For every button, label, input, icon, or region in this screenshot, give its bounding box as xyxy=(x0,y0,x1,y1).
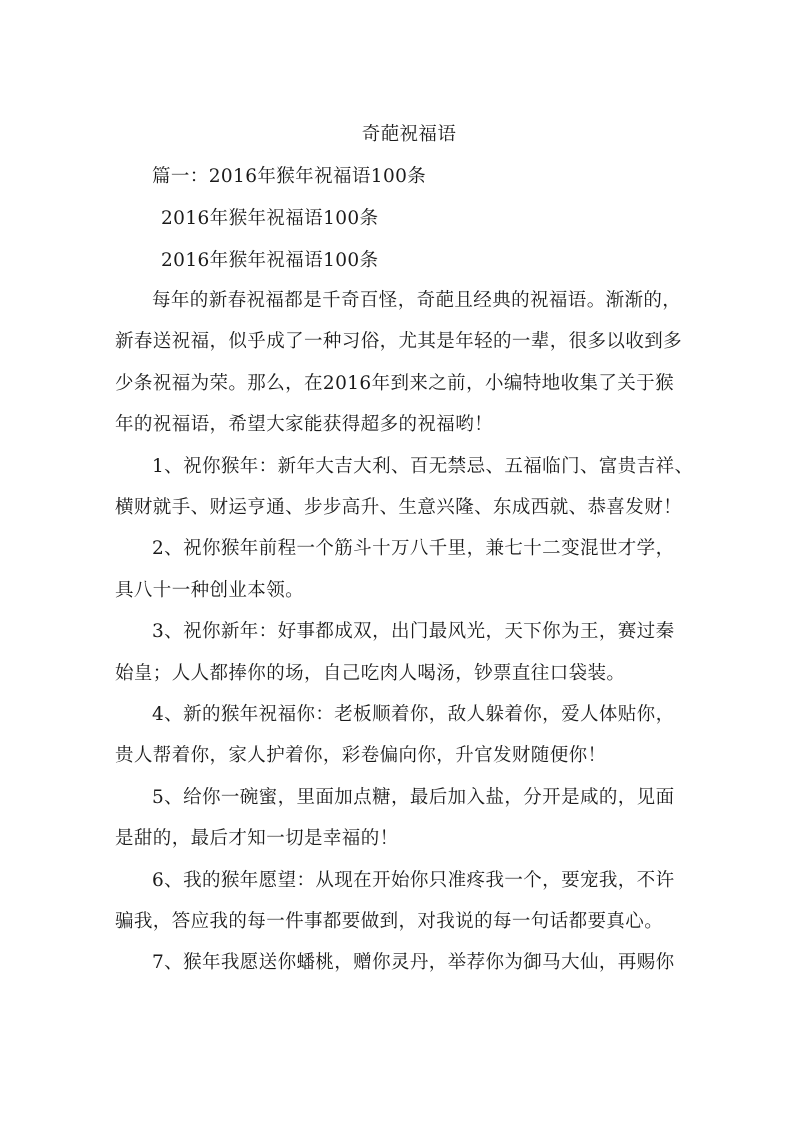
section-heading: 篇一：2016年猴年祝福语100条 xyxy=(152,166,427,187)
paragraph-line: 1、祝你猴年：新年大吉大利、百无禁忌、五福临门、富贵吉祥、 xyxy=(152,456,694,477)
subheading: 2016年猴年祝福语100条 xyxy=(161,250,379,271)
document-title: 奇葩祝福语 xyxy=(361,124,457,145)
paragraph-line: 骗我，答应我的每一件事都要做到，对我说的每一句话都要真心。 xyxy=(115,911,664,932)
paragraph-line: 6、我的猴年愿望：从现在开始你只准疼我一个，要宠我，不许 xyxy=(152,870,675,891)
paragraph-line: 新春送祝福，似乎成了一种习俗，尤其是年轻的一辈，很多以收到多 xyxy=(115,331,683,352)
paragraph-line: 3、祝你新年：好事都成双，出门最风光，天下你为王，赛过秦 xyxy=(152,621,675,642)
paragraph-line: 2、祝你猴年前程一个筋斗十万八千里，兼七十二变混世才学， xyxy=(152,538,675,559)
paragraph-line: 具八十一种创业本领。 xyxy=(115,580,305,601)
paragraph-line: 4、新的猴年祝福你：老板顺着你，敌人躲着你，爱人体贴你， xyxy=(152,704,675,725)
paragraph-line: 每年的新春祝福都是千奇百怪，奇葩且经典的祝福语。渐渐的， xyxy=(152,290,682,311)
subheading: 2016年猴年祝福语100条 xyxy=(161,208,379,229)
paragraph-line: 5、给你一碗蜜，里面加点糖，最后加入盐，分开是咸的，见面 xyxy=(152,787,675,808)
paragraph-line: 贵人帮着你，家人护着你，彩卷偏向你，升官发财随便你！ xyxy=(115,745,607,766)
paragraph-line: 7、猴年我愿送你蟠桃，赠你灵丹，举荐你为御马大仙，再赐你 xyxy=(152,952,675,973)
paragraph-line: 年的祝福语，希望大家能获得超多的祝福哟！ xyxy=(115,414,494,435)
paragraph-line: 是甜的，最后才知一切是幸福的！ xyxy=(115,828,399,849)
paragraph-line: 横财就手、财运亨通、步步高升、生意兴隆、东成西就、恭喜发财！ xyxy=(115,497,683,518)
paragraph-line: 少条祝福为荣。那么，在2016年到来之前，小编特地收集了关于猴 xyxy=(115,373,674,394)
paragraph-line: 始皇；人人都捧你的场，自己吃肉人喝汤，钞票直往口袋装。 xyxy=(115,663,626,684)
